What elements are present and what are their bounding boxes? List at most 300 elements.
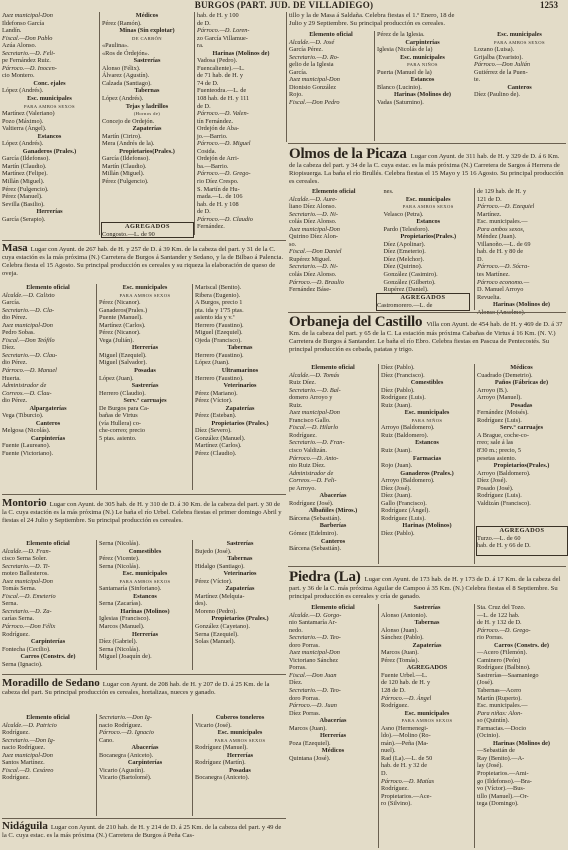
official-line: Juez municipal-Don <box>2 321 53 329</box>
section-heading: Herrerías <box>319 732 347 740</box>
section-heading: Cuberos toneleros <box>215 714 265 721</box>
official-line: Párroco economo.— <box>477 278 530 286</box>
entry-line: —Acero (Filemón). <box>477 649 528 657</box>
entry-line: go (Ildefonso).—Bra- <box>477 777 532 785</box>
entry-line: dio Pérez. <box>2 359 28 367</box>
entry-line: Melgosa (Nicolás). <box>2 427 51 435</box>
entry-line: Ojeda (Francisco). <box>195 336 242 344</box>
entry-line: Ray (Benito).—A- <box>477 754 525 762</box>
column-olmos-agregados <box>477 188 566 310</box>
column-moradillo-officials <box>2 714 94 816</box>
entry-line: Landín. <box>2 27 22 35</box>
entry-line: Iglesias (Francisco). <box>99 615 151 623</box>
entry-line: Rodríguez. <box>2 774 30 782</box>
entry-line: Vicario (José). <box>195 721 232 729</box>
entry-line: Quintana (José). <box>289 754 331 762</box>
entry-line: Grijalba (Evaristo). <box>474 53 523 61</box>
entry-line: Arroyo (Baldomero). <box>381 424 435 432</box>
entry-line: Díez (José). <box>477 477 508 485</box>
entry-line: (José). <box>477 679 494 687</box>
entry-line: López (Juan). <box>195 359 230 367</box>
section-heading: Barberías <box>319 522 347 530</box>
entry-line: «Paulina». <box>102 42 129 50</box>
entry-line: Díez (Emeterio). <box>383 248 426 256</box>
official-line: Administrador de <box>2 382 47 390</box>
entry-line: nacio Rodríguez. <box>2 744 46 752</box>
official-line: Secretario.—D. Za- <box>2 607 52 615</box>
section-subheading: PARA AMBOS SEXOS <box>24 103 75 109</box>
section-heading: Elemento oficial <box>309 31 353 38</box>
entry-moradillo-de-sedano <box>2 677 286 711</box>
entry-line: Ildefonso García <box>2 19 45 27</box>
official-line: Párroco.—D. Anto- <box>289 454 339 462</box>
place-title: Masa <box>2 242 28 254</box>
column-masa-businesses-b <box>195 284 285 490</box>
entry-line: Díez (Pablo). <box>381 386 415 394</box>
official-line: Correos.—D. Feli- <box>289 477 337 485</box>
entry-line: Ordejón de Aba- <box>197 125 239 133</box>
column-businesses-a <box>102 12 192 207</box>
entry-line: Pérez (Nicanor). <box>99 299 141 307</box>
entry-line: Rodríguez. <box>2 729 30 737</box>
section-heading: Carpinterías <box>405 38 440 46</box>
entry-line: Serna (Ezequiel). <box>195 630 239 638</box>
entry-line: Tabernas—Acero <box>477 687 522 695</box>
section-heading: Posadas <box>229 766 251 774</box>
entry-line: Sta. Cruz del Tozo. <box>477 604 526 611</box>
entry-line: García Pérez. <box>289 46 323 54</box>
page-header <box>0 0 568 11</box>
entry-line: 121 de D. <box>477 195 502 203</box>
entry-line: Bárcena (Sebastián). <box>289 545 342 553</box>
entry-line: Quirino Díez Alon- <box>289 233 338 241</box>
entry-line: Arroyo (Manuel). <box>477 394 522 402</box>
entry-line: Pérez (Claudio). <box>195 450 237 458</box>
section-heading: Harinas (Molinos de) <box>492 739 551 747</box>
entry-line: 74 de D. <box>197 79 219 87</box>
official-line: Párroco.—D. Miguel <box>197 140 251 148</box>
entry-line: nes. <box>383 188 394 195</box>
entry-line: Díez (Quirino). <box>383 263 423 271</box>
entry-line: García (Serapio). <box>2 215 46 223</box>
official-line: Fiscal.—D. Emeterio <box>2 592 56 600</box>
entry-line: Rodríguez. <box>289 431 317 439</box>
entry-line: Fontecha (Cecilio). <box>2 645 51 653</box>
entry-line: Díez (José). <box>381 484 412 492</box>
place-description: Lugar con Ayunt. de 311 hab. de H. y 329 de D. á 6 Km. de la cabeza del part. y 34 de la C. cuya estac. es la más próxima (N.) Carretera de Sargos á Herrera de Riopisuerga. La baña el río Brullés. Celebra fiestas el 15 Mayo y 15 16 Agosto. Su principal producción es cereales. <box>289 153 564 185</box>
section-heading: Tejas y ladrillos <box>125 102 169 110</box>
entry-line: Pérez (Vicente). <box>99 555 140 563</box>
section-heading: Herrerías <box>226 751 254 759</box>
entry-line: Díez (Pablo). <box>381 530 415 538</box>
section-heading: Tabernas <box>227 344 253 352</box>
section-heading: Esc. municipales <box>400 53 445 61</box>
entry-line: Martínez (Felipe). <box>2 170 48 178</box>
official-line: Correos.—D. Clau- <box>2 389 52 397</box>
section-heading: Esc. municipales <box>27 95 72 103</box>
section-heading: Médicos <box>135 12 159 19</box>
entry-line: Fernández (Moisés). <box>477 409 529 417</box>
column-businesses-a2 <box>377 31 565 141</box>
section-heading: Harinas (Molinos) <box>402 522 452 530</box>
entry-line: de H. y 132 de D. <box>477 619 522 627</box>
section-heading: Carros (Constrs. de) <box>494 641 549 649</box>
official-line: Secretario.—D. Feli- <box>2 49 56 57</box>
entry-line: Rodríguez (Manuel). <box>195 744 248 752</box>
section-subheading: PARA NIÑOS <box>407 62 438 68</box>
entry-line: Díez (Juan). <box>381 492 412 500</box>
entry-line: Díez (Melchor). <box>383 255 425 263</box>
official-line: Alcalde.—D. Patricio <box>2 721 57 729</box>
section-subheading: PARA NIÑOS <box>411 417 443 423</box>
entry-line: Gallo (Francisco). <box>381 499 427 507</box>
entry-piedra-la <box>289 569 566 601</box>
entry-line: so. <box>289 240 297 248</box>
official-line: Secretario.—D. Cla- <box>2 306 55 314</box>
entry-line: lay (José). <box>477 762 503 770</box>
entry-line: Calzada (Santiago). <box>102 79 152 87</box>
entry-line: rreo; sale á las <box>477 439 514 447</box>
entry-line: Ruiz Díez. <box>289 379 316 387</box>
entry-line: Julio y 29 Septiembre. Su principal producción es cereales. <box>289 19 446 27</box>
official-line: Secretario.—D. Bal- <box>289 386 341 394</box>
entry-line: nio Ruiz Díez. <box>289 462 326 470</box>
entry-line: Bárcena (Sebastián). <box>289 514 342 522</box>
entry-line: Díez (Francisco). <box>381 371 425 379</box>
section-heading: Sastrerías <box>131 382 159 390</box>
entry-line: bañas de Virtus <box>99 412 138 420</box>
official-line: Secretario.—D. Teo- <box>289 687 341 695</box>
official-line: Párroco.—D. Grego- <box>477 626 531 634</box>
entry-line: 8'30 m.; precio, 5 <box>477 447 521 455</box>
entry-line: Esc. municipales.— <box>477 218 528 226</box>
official-line: Juez municipal-Don <box>289 76 340 84</box>
entry-line: Serna (Zacarías). <box>99 600 143 608</box>
section-heading: Serv.° carruajes <box>123 397 167 405</box>
entry-line: D. <box>381 770 388 778</box>
official-line: Párroco.—D. Ezequiel <box>477 203 535 211</box>
entry-line: Serna (Nicolás). <box>99 645 140 653</box>
entry-line: Propietarios.—Ace- <box>381 792 432 800</box>
paragraph-continuation <box>289 12 566 29</box>
entry-line: Asno (Hermenegi- <box>381 724 429 732</box>
official-line: Párroco.—D. Grego- <box>197 170 251 178</box>
entry-line: Pérez (Fulgencio). <box>2 185 49 193</box>
section-heading: Ganaderos (Prales.) <box>400 469 454 477</box>
official-line: Para niñas: Alon- <box>477 709 523 717</box>
section-heading: Sastrerías <box>226 540 254 547</box>
entry-line: des). <box>195 600 208 608</box>
entry-line: Ordejón de Arri- <box>197 155 239 163</box>
entry-line: Rodríguez. <box>381 785 409 793</box>
official-line: Fiscal.—D. Cesáreo <box>2 766 54 774</box>
section-heading: Elemento oficial <box>311 604 355 611</box>
official-line: Juez municipal-Don <box>2 577 53 585</box>
section-heading: Sastrerías <box>133 57 161 65</box>
section-heading: Abacerías <box>319 492 347 500</box>
section-heading: Comestibles <box>128 547 162 555</box>
section-heading: Canteros <box>507 83 532 91</box>
entry-line: Ruiz. <box>289 401 303 409</box>
entry-line: (vía Hullera) co- <box>99 419 141 427</box>
entry-line: Bocanegra (Aniceto). <box>195 774 250 782</box>
entry-line: Fuente Urbel.—L. <box>381 671 428 679</box>
column-masa-officials <box>2 284 94 490</box>
entry-line: Martín (Claudio). <box>102 162 147 170</box>
section-heading: Abacerías <box>131 744 159 752</box>
agregados-item: Congosto.—L. de 90 <box>102 230 155 238</box>
entry-line: jo.—Barrio. <box>197 132 228 140</box>
section-heading: Ganaderos (Prales.) <box>22 147 77 155</box>
entry-line: Marcos (Manuel). <box>99 623 145 631</box>
entry-line: nuel). <box>381 747 396 755</box>
section-heading: Alpargaterías <box>29 404 67 412</box>
column-montorio-businesses-a <box>99 540 191 670</box>
entry-line: pesetas asiento. <box>477 454 517 462</box>
entry-line: Velasco (Petra). <box>383 210 424 218</box>
entry-line: tillo (Manuel).—Or- <box>477 792 529 800</box>
entry-line: Tomás Serna. <box>2 585 37 593</box>
entry-line: Vega (Tiburcio). <box>2 412 44 420</box>
section-heading: Esc. municipales <box>404 409 450 417</box>
entry-line: De Burgos para Ca- <box>99 404 150 412</box>
section-heading: Carpinterías <box>127 759 163 767</box>
column-sotopalacios-officials <box>2 12 97 223</box>
entry-line: «Ros de Órdejón». <box>102 49 150 57</box>
section-heading: Carros (Constrs. de) <box>20 653 76 661</box>
entry-line: García (Ildefonso). <box>2 155 50 163</box>
official-line: Párroco.—D. Inocen- <box>2 64 57 72</box>
section-heading: Albañiles (Miros.) <box>308 507 358 515</box>
entry-line: moteo Ballesteros. <box>2 570 49 578</box>
entry-line: Puerta (Manuel de la) <box>377 68 432 76</box>
official-line: Párroco.—Don Félix <box>2 623 56 631</box>
entry-line: hab. de H. y 32 de <box>381 762 427 770</box>
section-heading: Estancos <box>415 439 439 447</box>
section-heading: Veterinarios <box>223 570 257 578</box>
entry-line: Santos Martínez. <box>2 759 45 767</box>
entry-line: Rad (La).—L. de 50 <box>381 754 433 762</box>
entry-line: Cuadrado (Demetrio). <box>477 371 533 379</box>
entry-line: de D. <box>197 208 211 216</box>
entry-line: Martín (Claudio). <box>2 162 47 170</box>
entry-line: Martínez (Carlos). <box>99 321 146 329</box>
entry-line: Herrero (Faustino). <box>195 374 244 382</box>
official-line: Fiscal.—Don Daniel <box>289 248 342 256</box>
section-heading: Serv.° carruajes <box>499 424 544 432</box>
column-orbaneja-officials <box>289 364 377 564</box>
entry-line: Alonso (Antonio). <box>381 611 428 619</box>
entry-line: Rojo (Juan). <box>381 462 413 470</box>
entry-line: (Ocinio). <box>477 732 500 740</box>
official-line: Para ambos sexos, <box>477 225 525 233</box>
entry-line: cisco Valdizán. <box>289 447 328 455</box>
entry-line: Pérez (Manuel). <box>2 193 43 201</box>
column-agregados-villages-a <box>197 12 285 236</box>
entry-line: D. <box>477 255 484 263</box>
official-line: Juez municipal-Don <box>289 409 340 417</box>
official-line: Párroco.—D. Ignacio <box>99 729 154 737</box>
entry-line: Sastrerías—Saamaniego <box>477 671 539 679</box>
section-heading: Harinas (Molinos de) <box>393 91 452 99</box>
section-heading: Elemento oficial <box>311 188 356 195</box>
entry-line: Fuente (Laureano). <box>2 442 51 450</box>
entry-nidaguila <box>2 820 286 848</box>
entry-line: doro Porras. <box>289 641 320 649</box>
entry-line: Gutiérrez de la Puen- <box>474 68 528 76</box>
entry-line: cisco Serna Soler. <box>2 555 47 563</box>
entry-line: Martín (Ciriro). <box>102 132 142 140</box>
entry-line: Valdizán (Francisco). <box>477 499 531 507</box>
entry-line: dio Pérez. <box>2 397 28 405</box>
column-olmos-officials <box>289 188 473 306</box>
entry-line: Moreno (Pedro). <box>195 607 237 615</box>
entry-orbaneja-del-castillo <box>289 314 566 362</box>
section-subheading: DE CARBÓN <box>131 35 163 41</box>
entry-line: doro Porras. <box>289 694 320 702</box>
official-line: Juez municipal-Don <box>289 649 340 657</box>
entry-line: Pérez (Nicanor). <box>99 329 141 337</box>
entry-olmos-de-la-picaza <box>289 146 566 186</box>
entry-line: Rodríguez (Luis). <box>381 394 426 402</box>
entry-line: te. <box>474 76 481 84</box>
entry-line: Díez Porras. <box>289 709 321 717</box>
entry-line: Rodríguez (Luis). <box>477 416 522 424</box>
entry-line: colás Díez Alonso. <box>289 271 337 279</box>
entry-line: Francisco Gallo. <box>289 416 331 424</box>
official-line: Juez municipal-Don <box>2 751 53 759</box>
section-heading: Esc. municipales <box>497 31 542 38</box>
official-line: Párroco.—D. Valen- <box>197 110 249 118</box>
entry-line: nacio Rodríguez. <box>99 721 143 729</box>
entry-line: so (Quintín). <box>477 717 510 725</box>
section-heading: Abacerías <box>319 717 347 725</box>
official-line: Secretario.—D. Clau- <box>2 351 58 359</box>
entry-line: D. Manuel Arroyo <box>477 286 524 294</box>
entry-line: Puente (Manuel). <box>99 314 143 322</box>
entry-line: Martínez (Melquia- <box>195 592 245 600</box>
place-description: Lugar con Ayunt. de 208 hab. de H. y 207 de D. á 25 Km. de la cabeza del part. Su principal producción es cereales, hortalizas, nueces y ganado. <box>2 681 270 696</box>
entry-line: González (Manuel). <box>195 434 246 442</box>
official-line: Párroco.—D. Claudio <box>197 215 253 223</box>
agregados-item: Castromorero.—L. de <box>377 301 433 309</box>
entry-line: de D. <box>197 102 211 110</box>
entry-line: tega (Domingo). <box>477 800 519 808</box>
official-line: Alcalde.—D. Fran- <box>2 547 51 555</box>
entry-line: cio Montero. <box>2 72 35 80</box>
entry-line: Serna (Nicolás). <box>99 562 140 570</box>
place-description: Villa con Ayunt. de 454 hab. de H. y 469 de D. á 37 Km. de la cabeza del part. y 65 de la C. La estación más próxima Cabañas de Virtus á 16 Km. (N. V.) Carretera de Burgos á Santander. Le baña el río Ebro. Celebra fiestas en Pascua de Pentecostés. Su principal producción es cebada, patatas y trigo. <box>289 321 563 353</box>
section-heading: Propietarios(Prales.) <box>119 147 175 155</box>
agregados-box-a <box>101 222 194 238</box>
place-title: Orbaneja del Castillo <box>289 314 423 330</box>
entry-line: vo (Víctor).—Bus- <box>477 785 525 793</box>
official-line: Alcalde.—D. Aure- <box>289 195 338 203</box>
column-moradillo-businesses-a <box>99 714 191 816</box>
section-subheading: PARA AMBOS SEXOS <box>119 578 171 584</box>
official-line: Párroco.—D. Sócra- <box>477 263 530 271</box>
entry-line: Fuente (Victoriano). <box>2 450 54 458</box>
entry-line: Arroyo (B.). <box>477 386 509 394</box>
section-heading: Posadas <box>134 367 156 375</box>
entry-line: Miguel (Salvador). <box>99 359 147 367</box>
entry-line: Azúa Alonso. <box>2 42 37 50</box>
section-heading: Elemento oficial <box>26 540 70 547</box>
entry-line: Rodríguez (José). <box>289 499 334 507</box>
entry-line: Ribera (Eugenio). <box>195 291 241 299</box>
column-moradillo-businesses-b <box>195 714 285 816</box>
entry-line: gelio de la Iglesia <box>289 61 334 69</box>
official-line: Párroco.—D. Juan <box>289 702 337 710</box>
entry-line: Concejo de Ordejón. <box>102 117 155 125</box>
entry-line: Díez (Severo). <box>195 427 232 435</box>
official-line: Fiscal.—D. Hilarlo <box>289 424 339 432</box>
place-title: Moradillo de Sedano <box>2 677 100 689</box>
official-line: Secretario.—D. Teo- <box>289 634 341 642</box>
entry-line: tes Martínez. <box>477 271 510 279</box>
section-heading: Esc. municipales <box>122 284 168 291</box>
entry-line: Pérez (Esteban). <box>195 412 237 420</box>
entry-line: de D. <box>197 19 211 27</box>
entry-line: Díez. <box>2 344 16 352</box>
section-heading: AGREGADOS <box>406 664 448 672</box>
place-description: Lugar con Ayunt. de 173 hab. de H. y 173 de D. á 17 Km. de la cabeza del part. y 36 de la C. más próxima Aguilar de Campoo á 35 Km. (N.) Celebra fiestas el 8 Septiembre. Su principal producción es cereales y cría de ganado. <box>289 576 561 600</box>
column-official-element-a <box>289 31 373 141</box>
entry-line: Bujedo (José). <box>195 547 232 555</box>
entry-line: Fuencaliente).—L. <box>197 64 245 72</box>
section-heading: Canteros <box>35 419 61 427</box>
entry-line: nio Santamaría Ar- <box>289 619 337 627</box>
section-heading: Estancos <box>410 76 435 84</box>
entry-line: domero Arroyo y <box>289 394 333 402</box>
entry-line: Rupérez (Daniel). <box>383 286 429 294</box>
section-heading: Carpinterías <box>30 434 66 442</box>
entry-line: Marcos (Juan). <box>381 649 419 657</box>
entry-line: Álvarez (Agustín). <box>102 72 150 80</box>
section-heading: Farmacias <box>412 454 442 462</box>
entry-line: Vadas (Saturnino). <box>377 98 424 106</box>
entry-line: Serna. <box>2 600 18 608</box>
official-line: Párroco.—D. Ángel <box>381 694 432 702</box>
entry-line: Vadosa (Pedro). <box>197 57 238 65</box>
section-heading: Zapaterías <box>225 404 255 412</box>
entry-line: García. <box>289 68 308 76</box>
entry-line: A Brague, coche-co- <box>477 431 529 439</box>
official-line: Párroco.—D. Matías <box>381 777 435 785</box>
column-montorio-officials <box>2 540 94 670</box>
entry-line: dio Pérez. <box>2 314 28 322</box>
section-subheading: PARA AMBOS SEXOS <box>402 204 454 210</box>
agregados-item: Turzo.—L. de 60 <box>477 534 521 542</box>
section-heading: Veterinarios <box>223 382 257 390</box>
entry-line: Martínez (Valeriano) <box>2 110 55 118</box>
entry-line: hab. de H. y 100 <box>197 12 239 19</box>
section-heading: Comestibles <box>410 379 444 387</box>
entry-line: carías Serna. <box>2 615 35 623</box>
entry-line: Millán (Miguel). <box>102 170 145 178</box>
column-masa-businesses-a <box>99 284 191 490</box>
entry-line: Martín (Ruperto). <box>477 694 522 702</box>
section-heading: Zapaterías <box>412 641 442 649</box>
entry-line: pta. ida y 1'75 ptas. <box>195 306 244 314</box>
entry-line: Vega (Julián). <box>99 336 134 344</box>
section-heading: Sastrerías <box>413 604 441 611</box>
entry-line: Millán (Miguel). <box>2 178 45 186</box>
entry-line: Mera (Andrés de la). <box>102 140 155 148</box>
section-heading: Paños (Fábricas de) <box>494 379 549 387</box>
official-line: Secretario.—D. Fran- <box>289 439 345 447</box>
entry-line: Iglesia (Nicolás de la) <box>377 46 433 54</box>
